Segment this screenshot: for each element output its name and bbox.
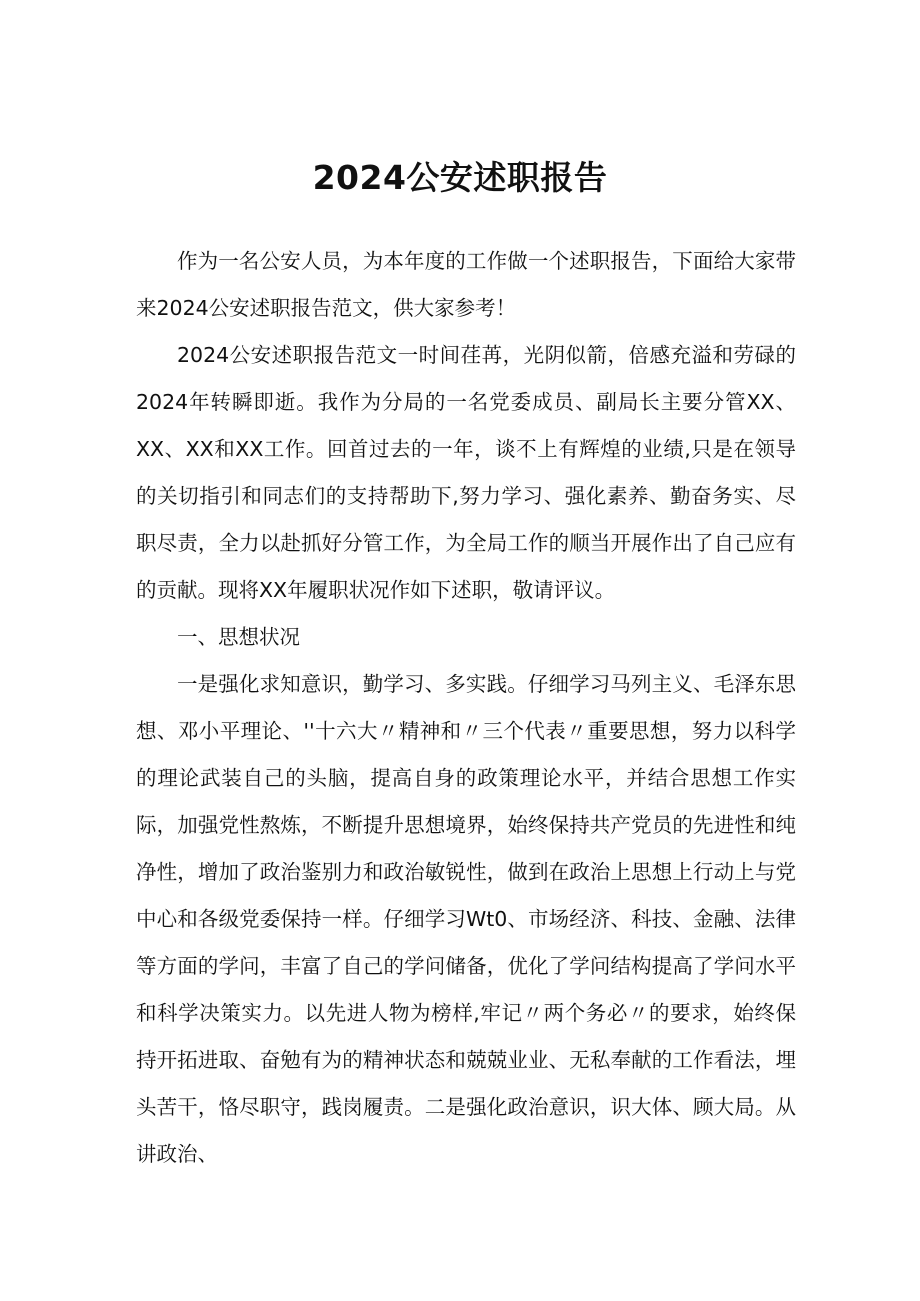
document-title: 2024公安述职报告 (312, 158, 608, 198)
paragraph-opening: 2024公安述职报告范文一时间荏苒，光阴似箭，倍感充溢和劳碌的2024年转瞬即逝。我作为分局的一名党委成员、副局长主要分管XX、XX、XX和XX工作。回首过去的一年，谈不上有辉煌的业绩,只是在领导的关切指引和同志们的支持帮助下,努力学习、强化素养、勤奋务实、尽职尽责，全力以赴抓好分管工作，为全局工作的顺当开展作出了自己应有的贡献。现将XX年履职状况作如下述职，敬请评议。 (136, 343, 796, 602)
document-body (136, 238, 796, 1178)
paragraph-thought: 一是强化求知意识，勤学习、多实践。仔细学习马列主义、毛泽东思想、邓小平理论、''十六大〃精神和〃三个代表〃重要思想，努力以科学的理论武装自己的头脑，提高自身的政策理论水平，并结合思想工作实际，加强党性熬炼，不断提升思想境界，始终保持共产党员的先进性和纯净性，增加了政治鉴别力和政治敏锐性，做到在政治上思想上行动上与党中心和各级党委保持一样。仔细学习Wt0、市场经济、科技、金融、法律等方面的学问，丰富了自己的学问储备，优化了学问结构提高了学问水平和科学决策实力。以先进人物为榜样,牢记〃两个务必〃的要求，始终保持开拓进取、奋勉有为的精神状态和兢兢业业、无私奉献的工作看法，埋头苦干，恪尽职守，践岗履责。二是强化政治意识，识大体、顾大局。从讲政治、 (136, 672, 796, 1166)
paragraph-intro: 作为一名公安人员，为本年度的工作做一个述职报告，下面给大家带来2024公安述职报告范文，供大家参考！ (136, 249, 796, 320)
section-heading-thought: 一、思想状况 (177, 625, 300, 649)
